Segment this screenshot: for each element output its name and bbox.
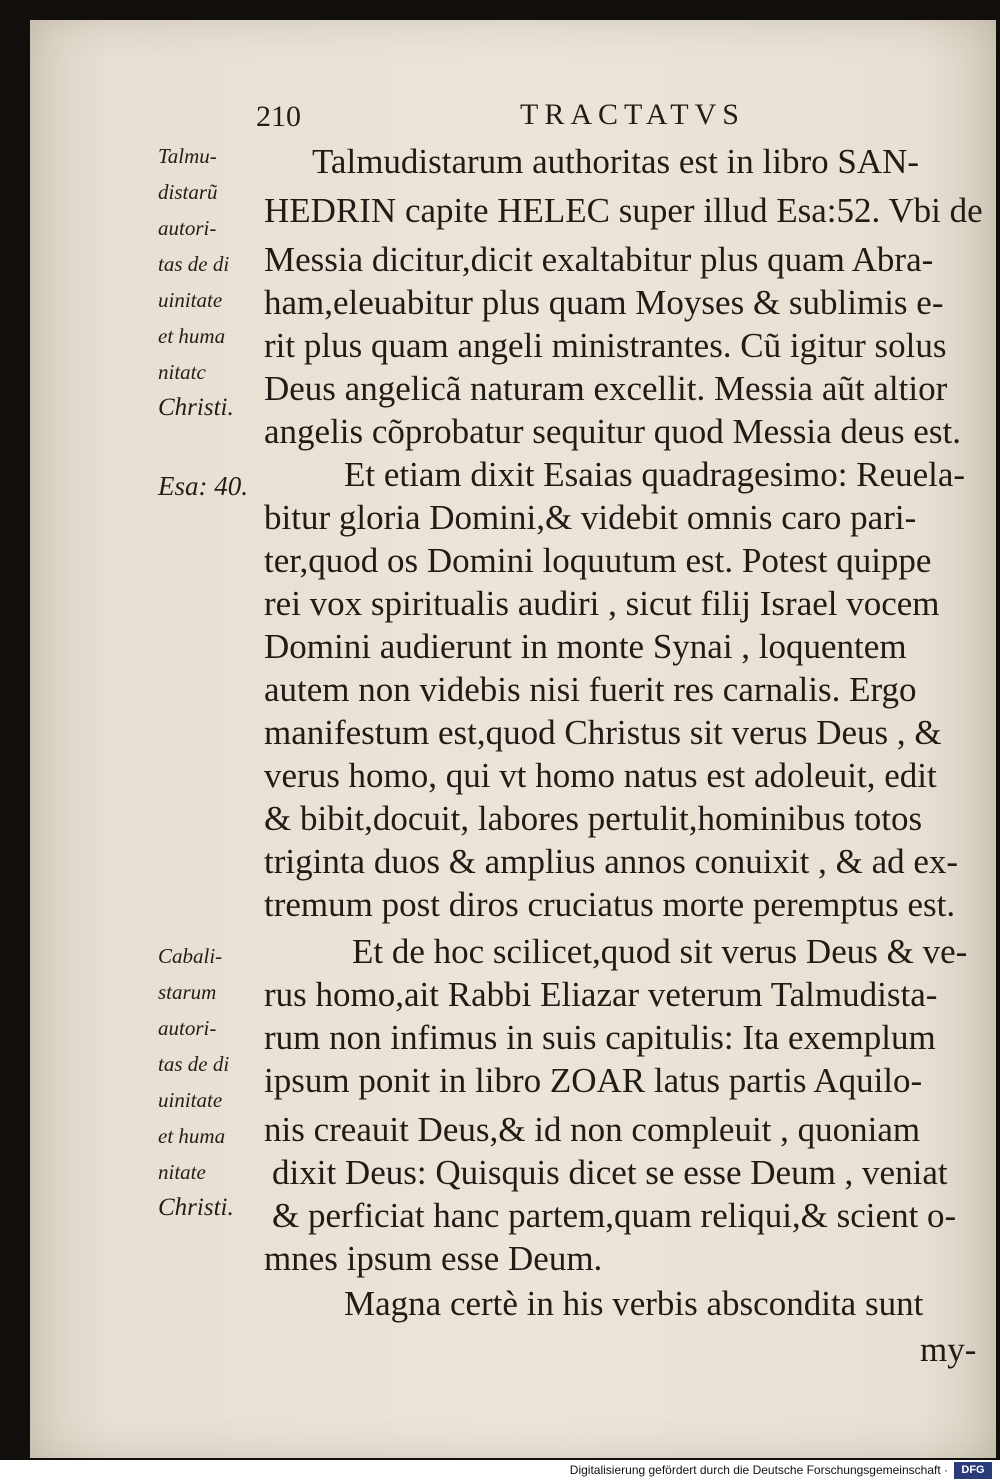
body-line: mnes ipsum esse Deum. — [264, 1239, 603, 1278]
body-line: Et de hoc scilicet,quod sit verus Deus & ve- — [352, 932, 968, 971]
body-line: Magna certè in his verbis abscondita sunt — [344, 1284, 924, 1323]
margin-note-line: autori- — [158, 1016, 217, 1040]
body-line: Et etiam dixit Esaias quadragesimo: Reuela- — [344, 455, 966, 494]
body-line: & perficiat hanc partem,quam reliqui,& scient o- — [272, 1196, 957, 1235]
margin-note-line: nitate — [158, 1160, 206, 1184]
margin-note-line: autori- — [158, 216, 217, 240]
body-line: rus homo,ait Rabbi Eliazar veterum Talmudista- — [264, 975, 938, 1014]
body-line: rum non infimus in suis capitulis: Ita exemplum — [264, 1018, 936, 1057]
body-line: ipsum ponit in libro ZOAR latus partis Aquilo- — [264, 1061, 923, 1100]
margin-note-line: uinitate — [158, 1088, 223, 1112]
margin-note-esa — [158, 468, 262, 504]
margin-note-line: nitatc — [158, 360, 206, 384]
body-line: manifestum est,quod Christus sit verus Deus , & — [264, 713, 942, 752]
margin-note-line: uinitate — [158, 288, 223, 312]
body-line: Domini audierunt in monte Synai , loquentem — [264, 627, 907, 666]
margin-note-talmudists — [158, 138, 262, 426]
body-line: ter,quod os Domini loquutum est. Potest quippe — [264, 541, 932, 580]
margin-note-line: starum — [158, 980, 217, 1004]
body-line: & bibit,docuit, labores pertulit,hominibus totos — [264, 799, 923, 838]
footer-credit-text: Digitalisierung gefördert durch die Deutsche Forschungsgemeinschaft · — [569, 1463, 948, 1477]
body-line: dixit Deus: Quisquis dicet se esse Deum , veniat — [272, 1153, 948, 1192]
margin-note-line: et huma — [158, 324, 226, 348]
body-line: bitur gloria Domini,& videbit omnis caro pari- — [264, 498, 917, 537]
margin-note-line: Esa: 40. — [158, 471, 248, 501]
running-head: TRACTATVS — [520, 98, 745, 131]
body-line: verus homo, qui vt homo natus est adoleuit, edit — [264, 756, 937, 795]
body-line: Talmudistarum authoritas est in libro SAN- — [312, 142, 920, 181]
margin-note-line: tas de di — [158, 252, 230, 276]
body-line: nis creauit Deus,& id non compleuit , quoniam — [264, 1110, 921, 1149]
margin-note-cabalists — [158, 938, 262, 1226]
margin-note-line: Christi. — [158, 1194, 234, 1221]
margin-note-line: et huma — [158, 1124, 226, 1148]
body-line: Deus angelicã naturam excellit. Messia aũt altior — [264, 369, 948, 408]
catchword: my- — [920, 1330, 977, 1369]
body-line: tremum post diros cruciatus morte peremptus est. — [264, 885, 956, 924]
margin-note-line: Talmu- — [158, 144, 217, 168]
body-line: rei vox spiritualis audiri , sicut filij Israel vocem — [264, 584, 940, 623]
margin-note-line: Cabali- — [158, 944, 223, 968]
body-line: triginta duos & amplius annos conuixit , & ad ex- — [264, 842, 959, 881]
digitization-footer — [0, 1460, 1000, 1482]
margin-note-line: distarũ — [158, 180, 218, 204]
body-line: HEDRIN capite HELEC super illud Esa:52. Vbi de — [264, 191, 983, 230]
page-number: 210 — [256, 100, 301, 133]
margin-note-line: Christi. — [158, 394, 234, 421]
margin-note-line: tas de di — [158, 1052, 230, 1076]
body-line: ham,eleuabitur plus quam Moyses & sublimis e- — [264, 283, 944, 322]
body-line: angelis cõprobatur sequitur quod Messia deus est. — [264, 412, 961, 451]
body-line: rit plus quam angeli ministrantes. Cũ igitur solus — [264, 326, 947, 365]
body-line: autem non videbis nisi fuerit res carnalis. Ergo — [264, 670, 917, 709]
body-line: Messia dicitur,dicit exaltabitur plus quam Abra- — [264, 240, 934, 279]
dfg-logo: DFG — [954, 1462, 992, 1479]
